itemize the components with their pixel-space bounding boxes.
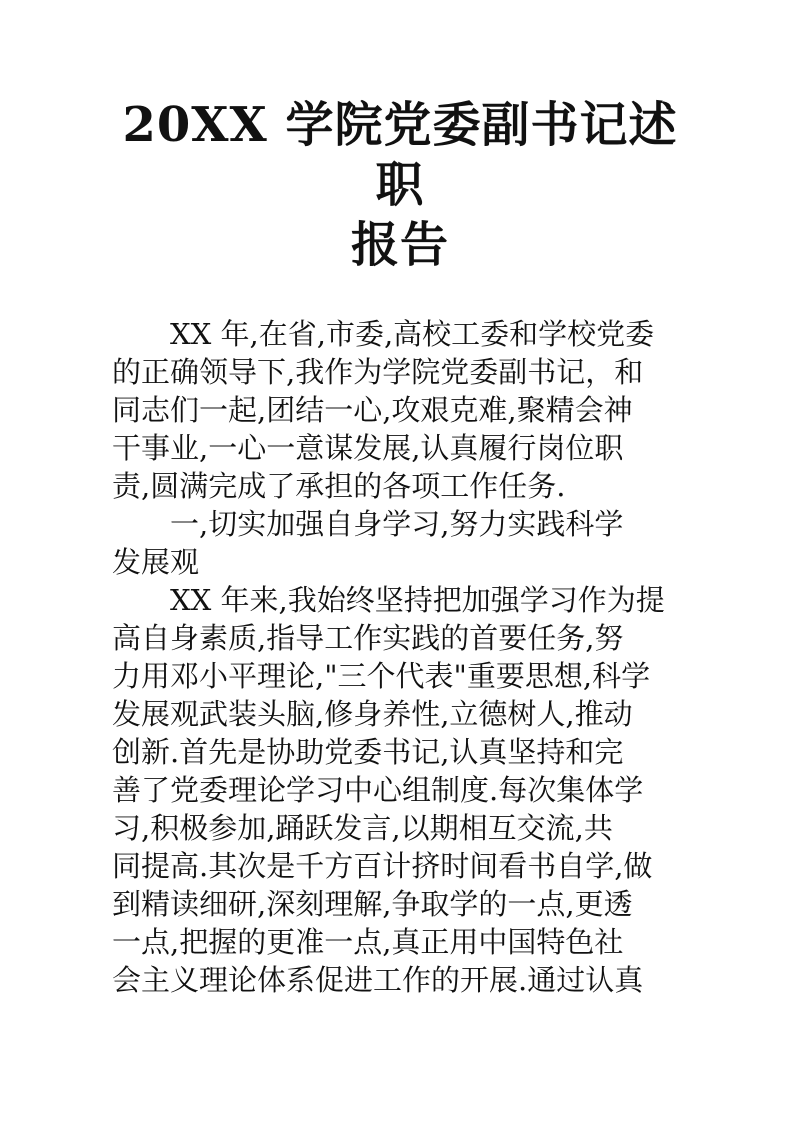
document-title	[112, 95, 688, 275]
text-line: 高自身素质,指导工作实践的首要任务,努	[112, 621, 624, 655]
title-line-1: 20XX 学院党委副书记述职	[122, 97, 678, 213]
text-line: XX 年来,我始终坚持把加强学习作为提	[170, 583, 665, 617]
text-line: 干事业,一心一意谋发展,认真履行岗位职	[112, 431, 624, 465]
text-line: 创新.首先是协助党委书记,认真坚持和完	[112, 735, 624, 769]
text-line: 的正确领导下,我作为学院党委副书记，和	[112, 355, 644, 389]
text-line: 一,切实加强自身学习,努力实践科学	[170, 507, 624, 541]
text-line: 一点,把握的更准一点,真正用中国特色社	[112, 925, 624, 959]
text-line: 发展观武装头脑,修身养性,立德树人,推动	[112, 697, 633, 731]
text-line: 力用邓小平理论,"三个代表"重要思想,科学	[112, 659, 651, 693]
text-line: XX 年,在省,市委,高校工委和学校党委	[170, 317, 655, 351]
text-line: 善了党委理论学习中心组制度.每次集体学	[112, 773, 644, 807]
text-line: 同志们一起,团结一心,攻艰克难,聚精会神	[112, 393, 633, 427]
text-line: 发展观	[112, 545, 200, 579]
intro-paragraph	[112, 315, 688, 505]
title-line-2: 报告	[350, 217, 449, 273]
body-paragraph	[112, 581, 688, 999]
text-line: 责,圆满完成了承担的各项工作任务.	[112, 469, 566, 503]
text-line: 到精读细研,深刻理解,争取学的一点,更透	[112, 887, 633, 921]
text-line: 同提高.其次是千方百计挤时间看书自学,做	[112, 849, 653, 883]
text-line: 习,积极参加,踊跃发言,以期相互交流,共	[112, 811, 613, 845]
section-heading-1	[112, 505, 688, 581]
text-line: 会主义理论体系促进工作的开展.通过认真	[112, 963, 644, 997]
